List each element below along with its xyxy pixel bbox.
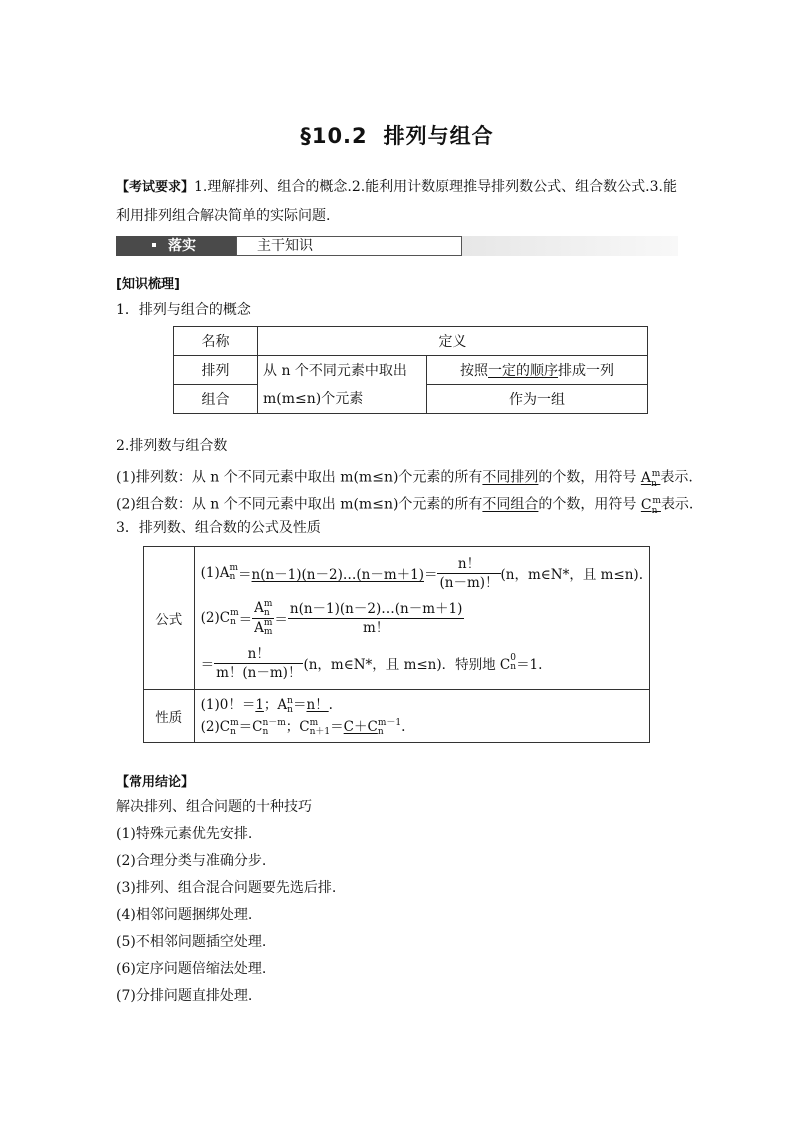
p2-underlined: C＋C m－1 n	[343, 717, 402, 737]
line-pre: (2)组合数：从 n 个不同元素中取出 m(m≤n)个元素的所有	[116, 496, 483, 513]
list-item: (5)不相邻问题插空处理.	[116, 934, 267, 950]
f3-post: (n，m∈N*，且 m≤n)．特别地 C	[303, 657, 511, 673]
p2-mid: ＝C	[238, 719, 263, 735]
f1-product: n(n－1)(n－2)…(n－m＋1)	[251, 567, 424, 583]
table-header-definition: 定义	[258, 327, 648, 356]
exam-requirements	[116, 173, 682, 230]
f1-eq: ＝	[423, 567, 438, 583]
line-underlined: 不同组合	[482, 496, 539, 513]
f1-pre: (1)A	[200, 565, 230, 581]
knowledge-heading: [知识梳理]	[116, 277, 180, 292]
property-2	[201, 716, 643, 738]
combination-number-line	[116, 491, 693, 520]
f2-pre: (2)C	[200, 610, 231, 626]
p2-idx-3: m n＋1	[309, 717, 331, 737]
property-cell	[194, 690, 649, 743]
symbol-a: $A_n^m$	[640, 469, 661, 489]
row-permutation-definition	[427, 356, 648, 385]
p1-pre: (1)0！＝	[200, 697, 256, 713]
f2-num1: A m n	[254, 598, 273, 618]
formula-combination: (2)C m n ＝ A m n A m m ＝ $\frac{n(n-1)(n-2)\dots(n-m+1)}{m!}$	[200, 598, 463, 637]
p1-underlined-2: n！	[306, 697, 329, 713]
symbol-c-letter: C	[640, 496, 652, 513]
p2-idx-2: n－m n	[262, 717, 286, 737]
formula-label: 公式	[144, 547, 195, 690]
common-definition-line2: m(m≤n)个元素	[263, 390, 364, 407]
formula-permutation: (1)A m n ＝ n(n－1)(n－2)…(n－m＋1) ＝ $\frac{n!}{(n-m)!}$ (n，m∈N*，且 m≤n).	[200, 555, 643, 591]
formula-combination-factorial	[201, 641, 643, 685]
banner-left	[116, 236, 236, 256]
def-post: 排成一列	[558, 363, 614, 379]
f2-indices: m n	[230, 608, 239, 627]
list-item: (7)分排问题直排处理.	[116, 988, 253, 1004]
f1-indices: m n	[229, 563, 239, 582]
formula-table	[143, 546, 650, 743]
title-text: 排列与组合	[383, 124, 494, 148]
requirements-text: 1.理解排列、组合的概念.2.能利用计数原理推导排列数公式、组合数公式.3.能利用排列组合解决简单的实际问题.	[116, 179, 677, 224]
symbol-c: $C_n^m$	[640, 496, 661, 516]
def-underlined: 一定的顺序	[488, 363, 558, 379]
f1-numerator: n！	[437, 555, 500, 574]
common-definition-line1: 从 n 个不同元素中取出	[263, 362, 407, 379]
requirements-tag: 【考试要求】	[116, 180, 195, 195]
list-item: (2)合理分类与准确分步.	[116, 853, 267, 869]
f3-denominator: m！(n－m)！	[216, 664, 302, 681]
line-underlined: 不同排列	[482, 469, 539, 486]
f3-end: ＝1.	[516, 657, 543, 673]
property-label: 性质	[144, 690, 195, 743]
f1-denominator: (n－m)！	[439, 574, 499, 591]
p2-mid2: ；C	[285, 719, 310, 735]
common-definition	[258, 356, 427, 414]
line-post: 表示.	[660, 496, 694, 513]
section-1-title: 1．排列与组合的概念	[116, 302, 251, 318]
p1-underlined-1: 1	[255, 697, 264, 713]
f1-fraction	[437, 555, 500, 592]
f2-num1-letter: A	[254, 600, 264, 616]
f3-numerator: n！	[214, 645, 303, 664]
list-item: (3)排列、组合混合问题要先选后排.	[116, 880, 337, 896]
conclusions-intro: 解决排列、组合问题的十种技巧	[116, 799, 312, 815]
f2-fraction-1	[252, 599, 274, 637]
page-title	[0, 120, 794, 150]
f1-post: (n，m∈N*，且 m≤n).	[500, 567, 643, 583]
section-2-title: 2.排列数与组合数	[116, 438, 228, 454]
property-1: (1)0！＝1；A n n ＝n！.	[200, 695, 333, 715]
table-header-name: 名称	[174, 327, 258, 356]
list-item: (4)相邻问题捆绑处理.	[116, 907, 253, 923]
f2-den2: m！	[362, 619, 390, 636]
f2-den1: A m m	[254, 618, 273, 637]
f3-indices: 0 n	[510, 653, 517, 672]
f3-fraction	[214, 645, 303, 682]
p1-indices: n n	[287, 695, 293, 715]
line-post: 表示.	[660, 469, 693, 486]
section-number: §10.2	[300, 124, 368, 148]
p2-pre: (2)C	[200, 719, 231, 735]
banner-left-label: 落实	[168, 238, 196, 254]
list-item: (1)特殊元素优先安排.	[116, 826, 253, 842]
p1-mid: ；A	[263, 697, 288, 713]
square-bullet-icon	[152, 243, 156, 247]
f2-fraction-2	[288, 600, 464, 637]
permutation-number-line	[116, 464, 693, 493]
line-pre: (1)排列数：从 n 个不同元素中取出 m(m≤n)个元素的所有	[116, 469, 483, 486]
p2-end: .	[401, 719, 406, 735]
section-banner	[116, 236, 678, 256]
list-item: (6)定序问题倍缩法处理.	[116, 961, 267, 977]
section-3-title: 3．排列数、组合数的公式及性质	[116, 520, 321, 536]
concept-table	[173, 326, 648, 414]
symbol-a-letter: A	[640, 469, 651, 486]
line-mid: 的个数，用符号	[538, 469, 641, 486]
p2-underlined-text: C＋C	[343, 719, 378, 735]
line-mid: 的个数，用符号	[538, 496, 641, 513]
p2-idx-1: m n	[230, 717, 239, 737]
row-combination-name: 组合	[174, 385, 258, 414]
row-combination-definition: 作为一组	[427, 385, 648, 414]
f3-eq: ＝	[200, 657, 215, 673]
f2-num2: n(n－1)(n－2)…(n－m＋1)	[289, 600, 463, 617]
p2-eq: ＝	[330, 719, 344, 735]
formula-cell	[194, 547, 649, 690]
f2-den1-letter: A	[254, 619, 264, 636]
row-permutation-name: 排列	[174, 356, 258, 385]
banner-right-label: 主干知识	[257, 238, 313, 254]
conclusions-heading: 【常用结论】	[116, 775, 195, 790]
def-pre: 按照	[460, 363, 488, 379]
banner-right	[236, 236, 462, 256]
p1-end: .	[328, 697, 333, 713]
